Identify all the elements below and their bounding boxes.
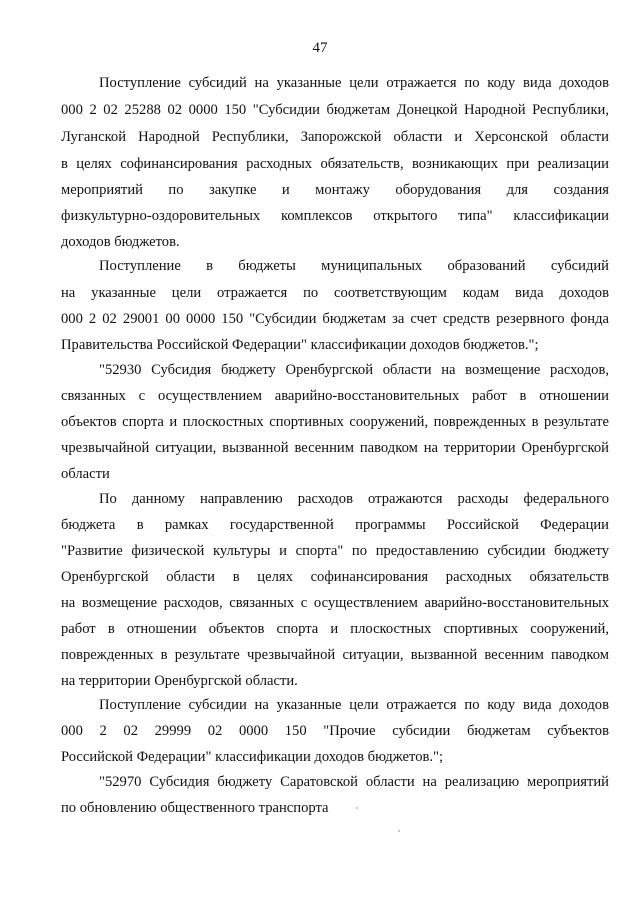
paragraph-2-line-1: Поступление в бюджеты муниципальных образований субсидий: [99, 258, 609, 274]
paragraph-4-line-5: на возмещение расходов, связанных с осуществлением аварийно-восстановительных: [61, 595, 609, 611]
paragraph-4-line-8: на территории Оренбургской области.: [61, 673, 298, 689]
paragraph-2-line-2: на указанные цели отражается по соответствующим кодам вида доходов: [61, 285, 609, 301]
paragraph-4-line-4: Оренбургской области в целях софинансирования расходных обязательств: [61, 569, 609, 585]
paragraph-4-line-1: По данному направлению расходов отражаются расходы федерального: [99, 491, 609, 507]
paragraph-5-line-2: 000 2 02 29999 02 0000 150 "Прочие субсидии бюджетам субъектов: [61, 723, 609, 739]
paragraph-4-line-2: бюджета в рамках государственной программы Российской Федерации: [61, 517, 609, 533]
page-number: 47: [312, 40, 328, 56]
paragraph-1-line-7: доходов бюджетов.: [61, 234, 180, 250]
paragraph-3-line-2: связанных с осуществлением аварийно-восстановительных работ в отношении: [61, 388, 609, 404]
paragraph-3-line-1: "52930 Субсидия бюджету Оренбургской области на возмещение расходов,: [99, 362, 609, 378]
paragraph-1-line-1: Поступление субсидий на указанные цели отражается по коду вида доходов: [99, 75, 609, 91]
paragraph-4-line-6: работ в отношении объектов спорта и плоскостных спортивных сооружений,: [61, 621, 609, 637]
paragraph-1-line-3: Луганской Народной Республики, Запорожской области и Херсонской области: [61, 129, 609, 145]
paragraph-1-line-4: в целях софинансирования расходных обязательств, возникающих при реализации: [61, 156, 609, 172]
paragraph-2-line-3: 000 2 02 29001 00 0000 150 "Субсидии бюджетам за счет средств резервного фонда: [61, 311, 609, 327]
paragraph-5-line-3: Российской Федерации" классификации доходов бюджетов.";: [61, 749, 444, 765]
scan-speck: [398, 830, 400, 832]
paragraph-3-line-3: объектов спорта и плоскостных спортивных сооружений, поврежденных в результате: [61, 414, 609, 430]
paragraph-1-line-5: мероприятий по закупке и монтажу оборудования для создания: [61, 182, 609, 198]
paragraph-1-line-2: 000 2 02 25288 02 0000 150 "Субсидии бюджетам Донецкой Народной Республики,: [61, 102, 609, 118]
paragraph-5-line-1: Поступление субсидии на указанные цели отражается по коду вида доходов: [99, 697, 609, 713]
paragraph-6-line-2: по обновлению общественного транспорта: [61, 800, 329, 816]
paragraph-4-line-3: "Развитие физической культуры и спорта" по предоставлению субсидии бюджету: [61, 543, 609, 559]
paragraph-1-line-6: физкультурно-оздоровительных комплексов открытого типа" классификации: [61, 208, 609, 224]
paragraph-4-line-7: поврежденных в результате чрезвычайной ситуации, вызванной весенним паводком: [61, 647, 609, 663]
paragraph-3-line-4: чрезвычайной ситуации, вызванной весенним паводком на территории Оренбургской: [61, 440, 609, 456]
paragraph-2-line-4: Правительства Российской Федерации" классификации доходов бюджетов.";: [61, 337, 539, 353]
paragraph-6-line-1: "52970 Субсидия бюджету Саратовской области на реализацию мероприятий: [99, 774, 609, 790]
paragraph-3-line-5: области: [61, 466, 110, 482]
scan-speck: [356, 807, 358, 809]
